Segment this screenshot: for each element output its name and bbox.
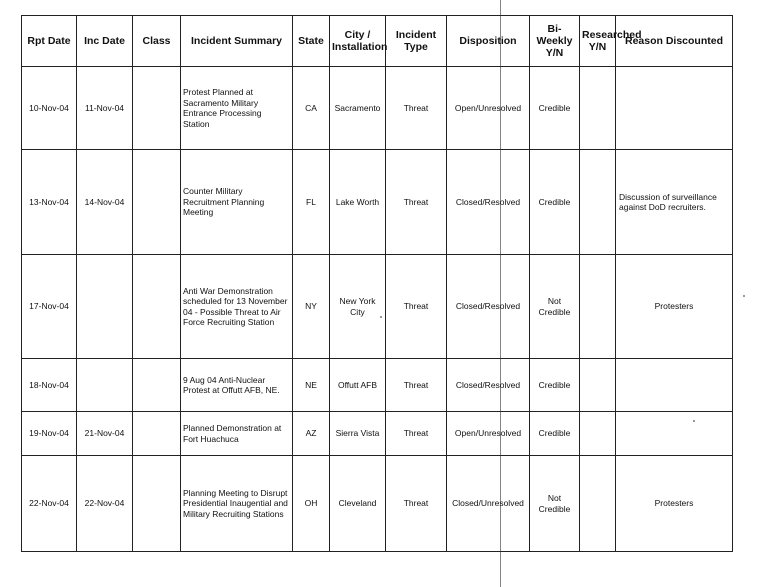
table-header-row xyxy=(22,16,733,67)
inc-date-cell xyxy=(77,359,133,412)
city-installation-cell: Lake Worth xyxy=(330,150,386,255)
table-row xyxy=(22,359,733,412)
reason-discounted-cell xyxy=(616,359,733,412)
inc-date-cell: 21-Nov-04 xyxy=(77,412,133,456)
disposition-cell: Open/Unresolved xyxy=(447,67,530,150)
column-header-class: Class xyxy=(133,16,181,67)
reason-discounted-cell xyxy=(616,412,733,456)
incident-summary-cell: 9 Aug 04 Anti-Nuclear Protest at Offutt AFB, NE. xyxy=(181,359,293,412)
disposition-cell: Closed/Resolved xyxy=(447,255,530,359)
rpt-date-cell: 22-Nov-04 xyxy=(22,456,77,552)
researched-cell xyxy=(580,255,616,359)
researched-cell xyxy=(580,359,616,412)
disposition-cell: Open/Unresolved xyxy=(447,412,530,456)
inc-date-cell: 22-Nov-04 xyxy=(77,456,133,552)
inc-date-cell xyxy=(77,255,133,359)
city-installation-cell: Offutt AFB xyxy=(330,359,386,412)
table-row xyxy=(22,255,733,359)
scan-speck xyxy=(743,295,745,297)
researched-cell xyxy=(580,67,616,150)
incident-summary-cell: Planned Demonstration at Fort Huachuca xyxy=(181,412,293,456)
reason-discounted-cell xyxy=(616,67,733,150)
biweekly-cell: Not Credible xyxy=(530,456,580,552)
class-cell xyxy=(133,359,181,412)
class-cell xyxy=(133,150,181,255)
incident-summary-cell: Planning Meeting to Disrupt Presidential Inaugential and Military Recruiting Stations xyxy=(181,456,293,552)
state-cell: AZ xyxy=(293,412,330,456)
table-row xyxy=(22,456,733,552)
biweekly-cell: Credible xyxy=(530,67,580,150)
column-header-incident-summary: Incident Summary xyxy=(181,16,293,67)
column-header-rpt-date: Rpt Date xyxy=(22,16,77,67)
rpt-date-cell: 19-Nov-04 xyxy=(22,412,77,456)
column-header-incident-type: Incident Type xyxy=(386,16,447,67)
class-cell xyxy=(133,412,181,456)
researched-cell xyxy=(580,456,616,552)
biweekly-cell: Credible xyxy=(530,359,580,412)
incident-type-cell: Threat xyxy=(386,150,447,255)
incident-summary-cell: Anti War Demonstration scheduled for 13 November 04 - Possible Threat to Air Force Recruiting Station xyxy=(181,255,293,359)
incident-type-cell: Threat xyxy=(386,255,447,359)
rpt-date-cell: 18-Nov-04 xyxy=(22,359,77,412)
class-cell xyxy=(133,67,181,150)
incident-type-cell: Threat xyxy=(386,67,447,150)
disposition-cell: Closed/Resolved xyxy=(447,150,530,255)
incident-summary-cell: Counter Military Recruitment Planning Meeting xyxy=(181,150,293,255)
city-installation-cell: Cleveland xyxy=(330,456,386,552)
class-cell xyxy=(133,456,181,552)
biweekly-cell: Not Credible xyxy=(530,255,580,359)
rpt-date-cell: 17-Nov-04 xyxy=(22,255,77,359)
column-header-inc-date: Inc Date xyxy=(77,16,133,67)
rpt-date-cell: 10-Nov-04 xyxy=(22,67,77,150)
incident-summary-cell: Protest Planned at Sacramento Military Entrance Processing Station xyxy=(181,67,293,150)
table-row xyxy=(22,150,733,255)
reason-discounted-cell: Protesters xyxy=(616,255,733,359)
rpt-date-cell: 13-Nov-04 xyxy=(22,150,77,255)
reason-discounted-cell: Discussion of surveillance against DoD recruiters. xyxy=(616,150,733,255)
disposition-cell: Closed/Unresolved xyxy=(447,456,530,552)
column-header-researched: Researched Y/N xyxy=(580,16,616,67)
incident-type-cell: Threat xyxy=(386,359,447,412)
state-cell: NY xyxy=(293,255,330,359)
column-header-state: State xyxy=(293,16,330,67)
disposition-cell: Closed/Resolved xyxy=(447,359,530,412)
city-installation-cell: New York City xyxy=(330,255,386,359)
researched-cell xyxy=(580,412,616,456)
researched-cell xyxy=(580,150,616,255)
city-installation-cell: Sacramento xyxy=(330,67,386,150)
table-row xyxy=(22,67,733,150)
state-cell: CA xyxy=(293,67,330,150)
state-cell: NE xyxy=(293,359,330,412)
city-installation-cell: Sierra Vista xyxy=(330,412,386,456)
class-cell xyxy=(133,255,181,359)
column-header-reason-discounted: Reason Discounted xyxy=(616,16,733,67)
column-header-city-installation: City / Installation xyxy=(330,16,386,67)
biweekly-cell: Credible xyxy=(530,150,580,255)
table-row xyxy=(22,412,733,456)
incident-report-table xyxy=(21,15,733,552)
reason-discounted-cell: Protesters xyxy=(616,456,733,552)
inc-date-cell: 14-Nov-04 xyxy=(77,150,133,255)
incident-type-cell: Threat xyxy=(386,412,447,456)
column-header-biweekly: Bi-Weekly Y/N xyxy=(530,16,580,67)
biweekly-cell: Credible xyxy=(530,412,580,456)
inc-date-cell: 11-Nov-04 xyxy=(77,67,133,150)
state-cell: OH xyxy=(293,456,330,552)
incident-type-cell: Threat xyxy=(386,456,447,552)
column-header-disposition: Disposition xyxy=(447,16,530,67)
state-cell: FL xyxy=(293,150,330,255)
